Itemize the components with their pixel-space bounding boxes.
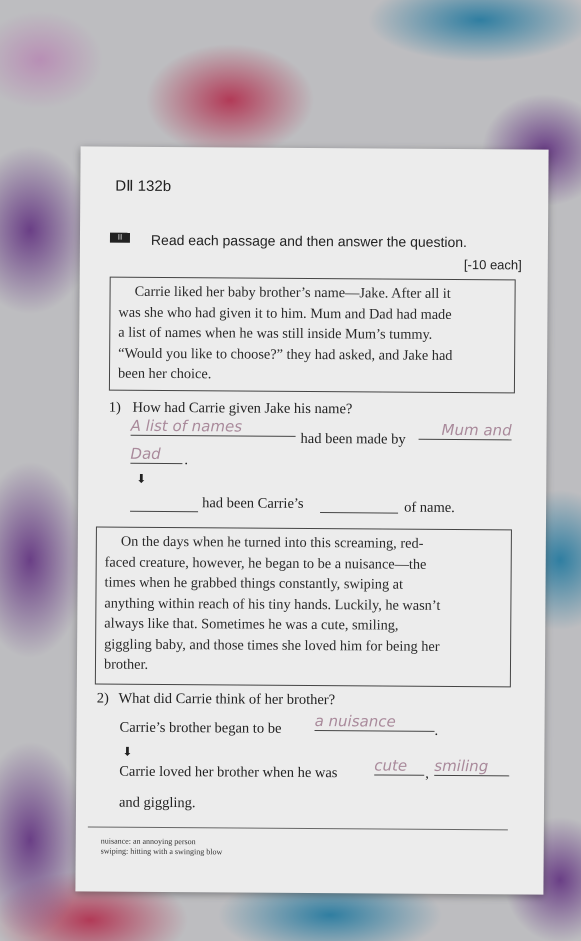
answer-line bbox=[374, 774, 424, 775]
q1-period: . bbox=[184, 452, 189, 469]
passage-line: times when he grabbed things constantly, swiping at bbox=[104, 574, 404, 593]
answer-blank-2a[interactable] bbox=[315, 712, 435, 732]
answer-blank-1b[interactable] bbox=[419, 421, 512, 441]
answer-line bbox=[320, 512, 398, 514]
passage-line: always like that. Sometimes he was a cute, smiling, bbox=[104, 615, 399, 634]
passage-line: brother. bbox=[103, 656, 149, 673]
handwritten-answer: Mum and bbox=[441, 420, 512, 440]
section-badge: II bbox=[110, 233, 130, 243]
worksheet-code: DⅡ 132b bbox=[115, 177, 172, 196]
passage-line: giggling baby, and those times she loved him for being her bbox=[104, 636, 440, 655]
passage-2-box bbox=[95, 526, 512, 687]
passage-1-box bbox=[109, 277, 516, 394]
question-text: How had Carrie given Jake his name? bbox=[132, 399, 353, 418]
question-text: What did Carrie think of her brother? bbox=[118, 690, 336, 709]
answer-line bbox=[130, 463, 182, 464]
passage-line: On the days when he turned into this screaming, red- bbox=[120, 533, 424, 552]
points-label: [-10 each] bbox=[463, 257, 522, 273]
q2-comma: , bbox=[425, 765, 429, 782]
question-number: 2) bbox=[96, 690, 109, 707]
q2-period: . bbox=[434, 722, 439, 739]
down-arrow-icon: ⬇ bbox=[122, 744, 133, 759]
question-2 bbox=[97, 691, 335, 710]
answer-blank-1b-cont[interactable] bbox=[130, 445, 182, 464]
answer-blank-1c[interactable] bbox=[130, 495, 198, 512]
answer-blank-2b[interactable] bbox=[374, 756, 424, 775]
footnotes bbox=[101, 837, 223, 858]
instructions: Read each passage and then answer the question. bbox=[150, 231, 468, 251]
passage-line: anything within reach of his tiny hands. Luckily, he wasn’t bbox=[104, 595, 441, 614]
passage-line: Carrie liked her baby brother’s name—Jake. After all it bbox=[134, 283, 451, 302]
q1-text-c2: of name. bbox=[404, 499, 455, 516]
q1-text-a: had been made by bbox=[300, 430, 406, 448]
footnote-item: nuisance: an annoying person bbox=[100, 836, 196, 847]
q2-text-c: and giggling. bbox=[118, 794, 196, 812]
q2-text-a: Carrie’s brother began to be bbox=[119, 719, 282, 737]
down-arrow-icon: ⬇ bbox=[136, 471, 147, 486]
passage-line: “Would you like to choose?” they had asked, and Jake had bbox=[118, 345, 453, 364]
handwritten-answer: a nuisance bbox=[314, 712, 396, 731]
footnote-item: swiping: hitting with a swinging blow bbox=[100, 846, 223, 857]
handwritten-answer: cute bbox=[374, 756, 408, 775]
passage-line: been her choice. bbox=[117, 365, 212, 383]
handwritten-answer: A list of names bbox=[130, 416, 243, 436]
passage-line: was she who had given it to him. Mum and Dad had made bbox=[118, 304, 452, 323]
footnote-divider bbox=[88, 826, 508, 830]
worksheet-page bbox=[75, 146, 548, 894]
handwritten-answer: Dad bbox=[130, 444, 161, 463]
question-number: 1) bbox=[108, 399, 121, 416]
passage-line: a list of names when he was still inside Mum’s tummy. bbox=[118, 324, 433, 343]
passage-line: faced creature, however, he began to be a nuisance—the bbox=[104, 554, 427, 573]
answer-line bbox=[130, 511, 198, 512]
q1-text-c1: had been Carrie’s bbox=[202, 495, 304, 512]
answer-blank-1a[interactable] bbox=[131, 417, 296, 437]
answer-blank-1d[interactable] bbox=[320, 496, 398, 514]
answer-blank-2c[interactable] bbox=[434, 757, 509, 777]
question-1 bbox=[109, 400, 353, 419]
q2-text-b: Carrie loved her brother when he was bbox=[119, 763, 338, 782]
handwritten-answer: smiling bbox=[434, 756, 489, 776]
